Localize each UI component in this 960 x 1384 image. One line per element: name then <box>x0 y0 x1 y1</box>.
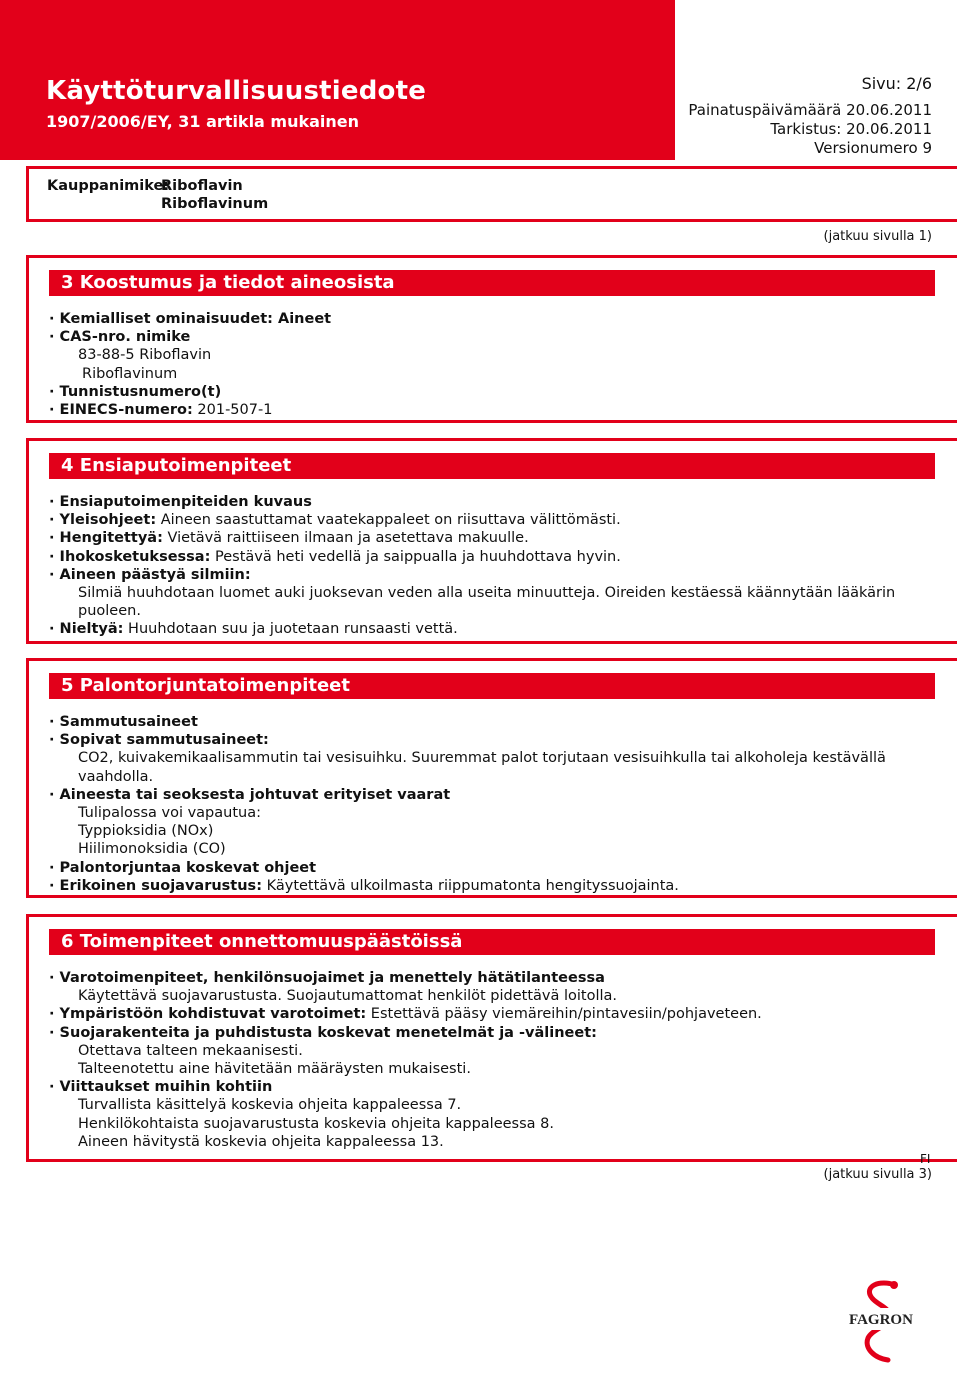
einecs-label: · EINECS-numero: <box>49 402 193 419</box>
section-5-heading: 5 Palontorjuntatoimenpiteet <box>49 673 935 699</box>
s6-value: Estettävä pääsy viemäreihin/pintavesiin/pohjaveteen. <box>370 1006 762 1023</box>
section-5-body <box>49 713 935 895</box>
section-3-body <box>49 310 935 419</box>
trade-name-primary: Riboflavin <box>161 178 243 194</box>
s6-line: Aineen hävitystä koskevia ohjeita kappaleessa 13. <box>78 1133 444 1150</box>
section-4 <box>26 438 957 644</box>
section-4-heading: 4 Ensiaputoimenpiteet <box>49 453 935 479</box>
s6-line: Otettava talteen mekaanisesti. <box>78 1042 303 1059</box>
trade-name-secondary: Riboflavinum <box>161 196 269 212</box>
s4-line: Silmiä huuhdotaan luomet auki juoksevan veden alla useita minuutteja. Oireiden kestäessä käännytään lääkärin puoleen. <box>78 585 896 620</box>
s3-line: 83-88-5 Riboflavin <box>78 347 212 364</box>
s5-line: Typpioksidia (NOx) <box>78 823 214 840</box>
s4-label: · Hengitettyä: <box>49 530 163 547</box>
s5-line: · Palontorjuntaa koskevat ohjeet <box>49 859 317 876</box>
s3-line: · Kemialliset ominaisuudet: Aineet <box>49 311 332 327</box>
revision-date-value: 20.06.2011 <box>846 120 932 138</box>
s4-line <box>49 511 935 529</box>
continued-to: (jatkuu sivulla 3) <box>823 1167 932 1182</box>
s5-line: · Aineesta tai seoksesta johtuvat erityiset vaarat <box>49 786 451 803</box>
s6-label: · Ympäristöön kohdistuvat varotoimet: <box>49 1006 367 1023</box>
s4-label: · Nieltyä: <box>49 621 124 638</box>
s6-line: · Varotoimenpiteet, henkilönsuojaimet ja menettely hätätilanteessa <box>49 970 605 986</box>
document-title: Käyttöturvallisuustiedote <box>46 76 427 106</box>
continued-from: (jatkuu sivulla 1) <box>823 229 932 244</box>
s5-line: Hiilimonoksidia (CO) <box>78 841 226 858</box>
s4-label: · Ihokosketuksessa: <box>49 548 211 565</box>
trade-name-box <box>26 166 957 222</box>
revision-date <box>770 120 932 139</box>
s4-line <box>49 548 935 566</box>
fagron-logo <box>838 1278 924 1368</box>
print-date <box>688 101 932 120</box>
s4-label: · Yleisohjeet: <box>49 512 157 529</box>
s6-line: Talteenotettu aine hävitetään määräysten mukaisesti. <box>78 1061 471 1078</box>
s5-value: Käytettävä ulkoilmasta riippumatonta hengityssuojainta. <box>266 877 679 894</box>
serpent-s-icon <box>838 1278 924 1368</box>
revision-date-label: Tarkistus: <box>770 120 842 138</box>
s4-line: · Aineen päästyä silmiin: <box>49 566 251 583</box>
s4-value: Aineen saastuttamat vaatekappaleet on riisuttava välittömästi. <box>160 512 621 529</box>
s4-value: Huuhdotaan suu ja juotetaan runsaasti vettä. <box>128 621 458 638</box>
einecs-value: 201-507-1 <box>197 402 273 419</box>
print-date-value: 20.06.2011 <box>846 101 932 119</box>
s5-label: · Erikoinen suojavarustus: <box>49 877 262 894</box>
s5-line: · Sammutusaineet <box>49 714 198 730</box>
section-6-body <box>49 969 935 1151</box>
s3-line: · Tunnistusnumero(t) <box>49 383 222 400</box>
s4-line <box>49 529 935 547</box>
section-3 <box>26 255 957 423</box>
s3-line: · CAS-nro. nimike <box>49 329 191 346</box>
section-3-heading: 3 Koostumus ja tiedot aineosista <box>49 270 935 296</box>
s4-line: · Ensiaputoimenpiteiden kuvaus <box>49 494 312 510</box>
print-date-label: Painatuspäivämäärä <box>688 101 842 119</box>
s5-line: CO2, kuivakemikaalisammutin tai vesisuihku. Suuremmat palot torjutaan vesisuihkulla tai alkoholeja kestävällä vaahdolla. <box>78 750 886 785</box>
page-number: Sivu: 2/6 <box>861 74 932 93</box>
s5-line: · Sopivat sammutusaineet: <box>49 732 269 749</box>
section-6 <box>26 914 957 1162</box>
language-mark: FI <box>920 1152 931 1166</box>
section-6-heading: 6 Toimenpiteet onnettomuuspäästöissä <box>49 929 935 955</box>
s5-line <box>49 877 935 895</box>
s6-line: Käytettävä suojavarustusta. Suojautumattomat henkilöt pidettävä loitolla. <box>78 988 618 1005</box>
s3-line <box>49 401 935 419</box>
section-4-body <box>49 493 935 639</box>
document-subtitle: 1907/2006/EY, 31 artikla mukainen <box>46 112 360 131</box>
s6-line <box>49 1005 935 1023</box>
s6-line: · Suojarakenteita ja puhdistusta koskevat menetelmät ja -välineet: <box>49 1024 597 1041</box>
trade-name-label: Kauppanimike: <box>47 178 170 194</box>
s4-value: Pestävä heti vedellä ja saippualla ja huuhdottava hyvin. <box>215 548 621 565</box>
section-5 <box>26 658 957 898</box>
s4-line <box>49 620 935 638</box>
s6-line: · Viittaukset muihin kohtiin <box>49 1079 273 1096</box>
logo-text: FAGRON <box>849 1312 913 1328</box>
s6-line: Turvallista käsittelyä koskevia ohjeita kappaleessa 7. <box>78 1097 462 1114</box>
s5-line: Tulipalossa voi vapautua: <box>78 805 261 822</box>
s6-line: Henkilökohtaista suojavarustusta koskevia ohjeita kappaleessa 8. <box>78 1115 554 1132</box>
s3-line: Riboflavinum <box>82 365 178 382</box>
s4-value: Vietävä raittiiseen ilmaan ja asetettava makuulle. <box>167 530 529 547</box>
version-number: Versionumero 9 <box>814 139 932 157</box>
